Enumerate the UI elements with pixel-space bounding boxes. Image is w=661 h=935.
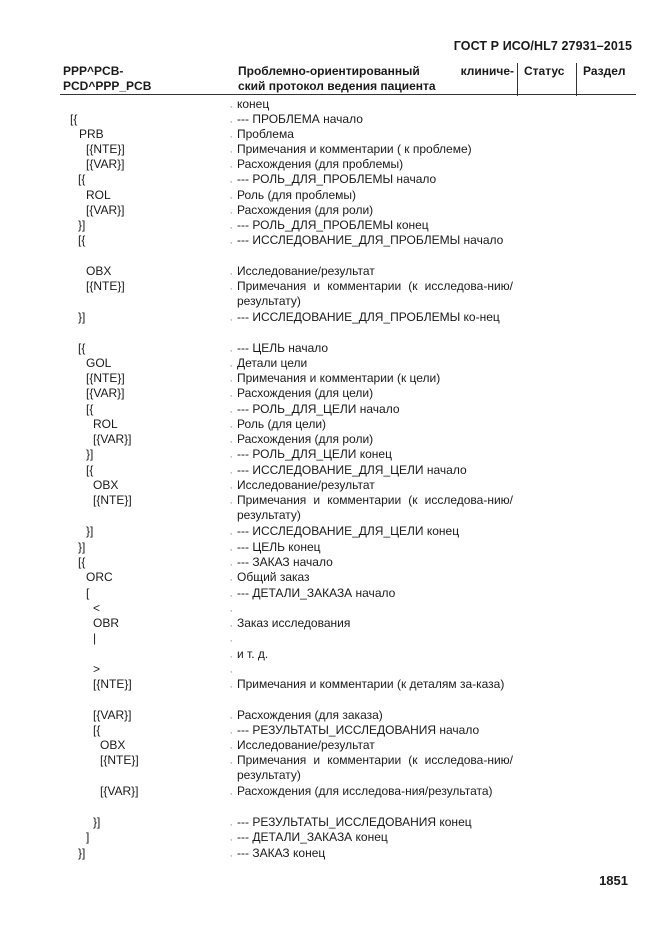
segment-code: [{NTE}] bbox=[100, 753, 139, 767]
cell-mark: , bbox=[230, 374, 233, 383]
cell-mark: , bbox=[230, 221, 233, 230]
segment-description: --- РЕЗУЛЬТАТЫ_ИССЛЕДОВАНИЯ конец bbox=[237, 815, 472, 829]
cell-mark: , bbox=[230, 558, 233, 567]
segment-description: --- ЦЕЛЬ начало bbox=[237, 341, 329, 355]
cell-mark: , bbox=[230, 634, 233, 643]
segment-description: Расхождения (для проблемы) bbox=[237, 157, 404, 171]
cell-mark: , bbox=[230, 726, 233, 735]
segment-code: [{VAR}] bbox=[86, 203, 125, 217]
cell-mark: , bbox=[230, 450, 233, 459]
cell-mark: , bbox=[230, 481, 233, 490]
cell-mark: , bbox=[230, 818, 233, 827]
segment-code: }] bbox=[78, 310, 86, 324]
header-col-description-line1: Проблемно-ориентированный клиниче- bbox=[238, 64, 514, 78]
segment-description: Примечания и комментарии (к исследова-нию/результату) bbox=[237, 753, 513, 783]
segment-description: Расхождения (для цели) bbox=[237, 386, 374, 400]
segment-description: Роль (для цели) bbox=[237, 417, 327, 431]
segment-code: [{ bbox=[86, 463, 94, 477]
segment-code: [{NTE}] bbox=[93, 677, 132, 691]
segment-description: Расхождения (для роли) bbox=[237, 203, 374, 217]
cell-mark: , bbox=[230, 435, 233, 444]
segment-description: --- ИССЛЕДОВАНИЕ_ДЛЯ_ПРОБЛЕМЫ начало bbox=[237, 233, 504, 247]
segment-description: --- ЗАКАЗ конец bbox=[237, 846, 326, 860]
segment-code: [{VAR}] bbox=[86, 157, 125, 171]
segment-code: [{ bbox=[70, 112, 78, 126]
cell-mark: , bbox=[230, 604, 233, 613]
segment-description: --- РЕЗУЛЬТАТЫ_ИССЛЕДОВАНИЯ начало bbox=[237, 723, 480, 737]
segment-code: ] bbox=[86, 830, 90, 844]
segment-description: Детали цели bbox=[237, 356, 308, 370]
cell-mark: , bbox=[230, 420, 233, 429]
segment-description: --- ДЕТАЛИ_ЗАКАЗА конец bbox=[237, 830, 388, 844]
segment-code: [{ bbox=[86, 402, 94, 416]
segment-code: | bbox=[93, 631, 97, 645]
cell-mark: , bbox=[230, 756, 233, 765]
segment-code: [{ bbox=[78, 555, 86, 569]
cell-mark: , bbox=[230, 665, 233, 674]
segment-code: }] bbox=[78, 846, 86, 860]
segment-code: }] bbox=[78, 540, 86, 554]
segment-description: --- ИССЛЕДОВАНИЕ_ДЛЯ_ПРОБЛЕМЫ ко-нец bbox=[237, 310, 500, 324]
cell-mark: , bbox=[230, 650, 233, 659]
cell-mark: , bbox=[230, 344, 233, 353]
segment-description: Расхождения (для исследова-ния/результата) bbox=[237, 784, 493, 798]
segment-description: Расхождения (для заказа) bbox=[237, 708, 383, 722]
cell-mark: , bbox=[230, 496, 233, 505]
segment-code: [{VAR}] bbox=[93, 708, 132, 722]
cell-mark: , bbox=[230, 573, 233, 582]
segment-description: --- РОЛЬ_ДЛЯ_ПРОБЛЕМЫ начало bbox=[237, 172, 437, 186]
cell-mark: , bbox=[230, 175, 233, 184]
cell-mark: , bbox=[230, 741, 233, 750]
segment-description: Примечания и комментарии (к исследова-нию/результату) bbox=[237, 493, 513, 523]
segment-description: Общий заказ bbox=[237, 570, 310, 584]
cell-mark: , bbox=[230, 267, 233, 276]
standard-designation: ГОСТ Р ИСО/HL7 27931–2015 bbox=[453, 39, 632, 53]
segment-description: Исследование/результат bbox=[237, 738, 375, 752]
segment-code: [{ bbox=[78, 172, 86, 186]
cell-mark: , bbox=[230, 466, 233, 475]
segment-code: }] bbox=[78, 218, 86, 232]
segment-code: }] bbox=[93, 815, 101, 829]
cell-mark: , bbox=[230, 389, 233, 398]
segment-code: GOL bbox=[86, 356, 112, 370]
segment-description: --- РОЛЬ_ДЛЯ_ПРОБЛЕМЫ конец bbox=[237, 218, 429, 232]
segment-description: и т. д. bbox=[237, 647, 269, 661]
cell-mark: , bbox=[230, 787, 233, 796]
segment-description: --- ПРОБЛЕМА начало bbox=[237, 112, 363, 126]
segment-code: PRB bbox=[79, 127, 104, 141]
cell-mark: , bbox=[230, 711, 233, 720]
segment-description: Примечания и комментарии (к исследова-нию/результату) bbox=[237, 279, 513, 309]
segment-description: конец bbox=[237, 97, 270, 111]
segment-code: [{ bbox=[78, 233, 86, 247]
segment-description: Примечания и комментарии (к деталям за-каза) bbox=[237, 677, 505, 691]
segment-description: --- ИССЛЕДОВАНИЕ_ДЛЯ_ЦЕЛИ конец bbox=[237, 524, 460, 538]
segment-code: }] bbox=[86, 524, 94, 538]
segment-code: OBX bbox=[93, 478, 119, 492]
cell-mark: , bbox=[230, 160, 233, 169]
segment-description: Исследование/результат bbox=[237, 264, 375, 278]
segment-description: --- РОЛЬ_ДЛЯ_ЦЕЛИ начало bbox=[237, 402, 400, 416]
segment-code: [{ bbox=[78, 341, 86, 355]
cell-mark: , bbox=[230, 115, 233, 124]
cell-mark: , bbox=[230, 100, 233, 109]
header-col-segment-line2: PCD^PPP_PCB bbox=[63, 79, 152, 93]
segment-description: --- ДЕТАЛИ_ЗАКАЗА начало bbox=[237, 586, 396, 600]
header-col-description-line2: ский протокол ведения пациента bbox=[238, 79, 436, 93]
segment-code: [ bbox=[86, 586, 90, 600]
cell-mark: , bbox=[230, 849, 233, 858]
segment-code: OBX bbox=[100, 738, 126, 752]
segment-description: Примечания и комментарии (к цели) bbox=[237, 371, 441, 385]
segment-code: ROL bbox=[86, 188, 111, 202]
cell-mark: , bbox=[230, 313, 233, 322]
cell-mark: , bbox=[230, 543, 233, 552]
header-col-status: Статус bbox=[524, 64, 565, 78]
segment-code: [{ bbox=[93, 723, 101, 737]
cell-mark: , bbox=[230, 191, 233, 200]
segment-code: [{VAR}] bbox=[86, 386, 125, 400]
cell-mark: , bbox=[230, 589, 233, 598]
segment-code: OBR bbox=[93, 616, 120, 630]
segment-code: OBX bbox=[86, 264, 112, 278]
segment-code: [{VAR}] bbox=[93, 432, 132, 446]
segment-description: Роль (для проблемы) bbox=[237, 188, 357, 202]
cell-mark: , bbox=[230, 833, 233, 842]
segment-code: ORC bbox=[86, 570, 113, 584]
cell-mark: , bbox=[230, 619, 233, 628]
segment-description: --- ЦЕЛЬ конец bbox=[237, 540, 321, 554]
segment-code: [{VAR}] bbox=[100, 784, 139, 798]
segment-description: Примечания и комментарии ( к проблеме) bbox=[237, 142, 472, 156]
segment-code: [{NTE}] bbox=[86, 142, 125, 156]
page-number: 1851 bbox=[599, 873, 628, 888]
segment-code: }] bbox=[86, 447, 94, 461]
segment-code: [{NTE}] bbox=[86, 371, 125, 385]
cell-mark: , bbox=[230, 282, 233, 291]
segment-description: --- ИССЛЕДОВАНИЕ_ДЛЯ_ЦЕЛИ начало bbox=[237, 463, 467, 477]
cell-mark: , bbox=[230, 680, 233, 689]
segment-description: --- РОЛЬ_ДЛЯ_ЦЕЛИ конец bbox=[237, 447, 392, 461]
cell-mark: , bbox=[230, 236, 233, 245]
cell-mark: , bbox=[230, 206, 233, 215]
cell-mark: , bbox=[230, 130, 233, 139]
segment-code: [{NTE}] bbox=[86, 279, 125, 293]
segment-description: Расхождения (для роли) bbox=[237, 432, 374, 446]
cell-mark: , bbox=[230, 405, 233, 414]
segment-description: Проблема bbox=[237, 127, 294, 141]
segment-code: [{NTE}] bbox=[93, 493, 132, 507]
cell-mark: , bbox=[230, 527, 233, 536]
segment-description: Исследование/результат bbox=[237, 478, 375, 492]
segment-description: Заказ исследования bbox=[237, 616, 351, 630]
header-col-segment-line1: PPP^PCB- bbox=[63, 64, 124, 78]
segment-code: < bbox=[93, 601, 101, 615]
segment-description: --- ЗАКАЗ начало bbox=[237, 555, 333, 569]
cell-mark: , bbox=[230, 145, 233, 154]
segment-code: > bbox=[93, 662, 101, 676]
cell-mark: , bbox=[230, 359, 233, 368]
segment-code: ROL bbox=[93, 417, 118, 431]
header-col-section: Раздел bbox=[583, 64, 626, 78]
